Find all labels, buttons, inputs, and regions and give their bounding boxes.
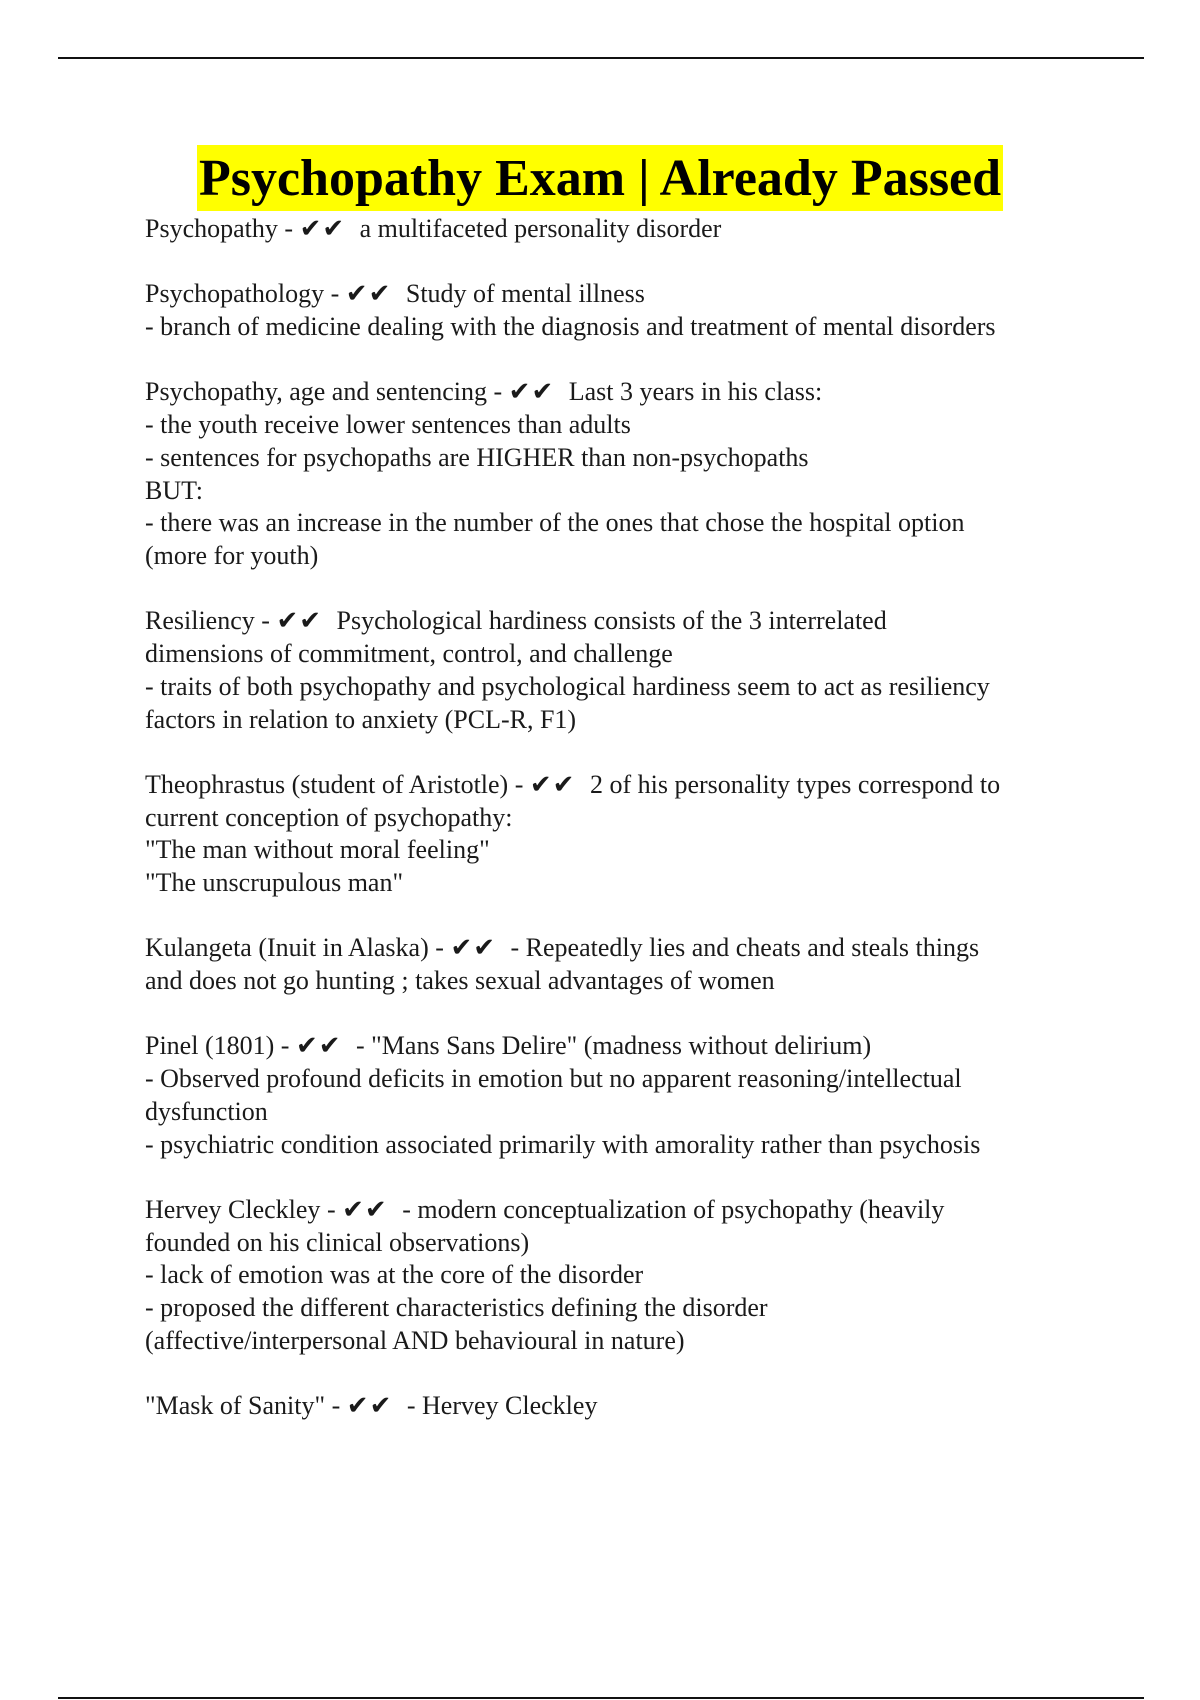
entry-line: - Observed profound deficits in emotion but no apparent reasoning/intellectual [145, 1064, 962, 1094]
entry-line: founded on his clinical observations) [145, 1227, 530, 1257]
entry-line: BUT: [145, 475, 203, 505]
checkmark-icon: ✔✔ [508, 377, 555, 407]
entry-term: Resiliency [145, 606, 255, 636]
entry-term: Psychopathy, age and sentencing [145, 377, 487, 407]
checkmark-icon: ✔✔ [450, 933, 497, 963]
entry-definition: - Repeatedly lies and cheats and steals things [510, 933, 980, 963]
entry-line: - the youth receive lower sentences than adults [145, 410, 631, 440]
page-title: Psychopathy Exam | Already Passed [197, 145, 1003, 211]
entry-line: dysfunction [145, 1096, 268, 1126]
entry-line: - traits of both psychopathy and psychological hardiness seem to act as resiliency [145, 671, 990, 701]
top-rule [58, 57, 1144, 59]
entry-term: "Mask of Sanity" [145, 1391, 326, 1421]
checkmark-icon: ✔✔ [342, 1194, 388, 1224]
entry-line: - lack of emotion was at the core of the disorder [145, 1260, 644, 1290]
entry-term: Kulangeta (Inuit in Alaska) [145, 933, 429, 963]
entry-definition: a multifaceted personality disorder [359, 214, 722, 243]
entry-line: - there was an increase in the number of the ones that chose the hospital option [145, 508, 965, 538]
checkmark-icon: ✔✔ [346, 1391, 393, 1421]
entry-definition: Psychological hardiness consists of the 3 interrelated [336, 606, 887, 636]
entry: Psychopathy - ✔✔ a multifaceted personality disorder [145, 214, 722, 243]
entry-definition: - "Mans Sans Delire" (madness without delirium) [356, 1031, 872, 1061]
entry-line: - psychiatric condition associated primarily with amorality rather than psychosis [145, 1129, 981, 1159]
entry-line: "The unscrupulous man" [145, 868, 404, 897]
entry-term: Hervey Cleckley [145, 1194, 321, 1224]
entry-line: (more for youth) [145, 541, 319, 570]
entry: Psychopathy, age and sentencing - ✔✔ Last 3 years in his class: - the youth receive lower sentences than adults - sentences for psychopaths are HIGHER than non-psychopaths BUT: - there was an increase in the number of the ones that chose the hospital option (more for youth) [145, 376, 1105, 572]
checkmark-icon: ✔✔ [345, 279, 392, 309]
entry-list [145, 213, 1105, 1423]
entry: "Mask of Sanity" - ✔✔ - Hervey Cleckley [145, 1391, 598, 1421]
entry-line: current conception of psychopathy: [145, 802, 513, 832]
document-page [145, 145, 1105, 1456]
entry-definition: - modern conceptualization of psychopathy (heavily [402, 1194, 945, 1224]
entry: Hervey Cleckley - ✔✔ - modern conceptualization of psychopathy (heavily founded on his clinical observations) - lack of emotion was at the core of the disorder - proposed the different characteristics defining the disorder (affective/interpersonal AND behavioural in nature) [145, 1194, 1105, 1358]
entry-definition: Last 3 years in his class: [568, 377, 823, 407]
entry-line: - branch of medicine dealing with the diagnosis and treatment of mental disorders [145, 312, 996, 342]
entry-term: Psychopathology [145, 279, 325, 309]
checkmark-icon: ✔✔ [299, 214, 346, 243]
entry-line: (affective/interpersonal AND behavioural in nature) [145, 1325, 685, 1355]
entry-line: - proposed the different characteristics defining the disorder [145, 1293, 768, 1323]
entry-definition: 2 of his personality types correspond to [589, 769, 1001, 799]
entry: Theophrastus (student of Aristotle) - ✔✔ 2 of his personality types correspond to current conception of psychopathy: "The man without moral feeling" "The unscrupulous man" [145, 769, 1105, 900]
entry-line: - sentences for psychopaths are HIGHER than non-psychopaths [145, 442, 809, 472]
entry-term: Psychopathy [145, 214, 278, 243]
checkmark-icon: ✔✔ [276, 606, 323, 636]
title-wrap [0, 145, 1200, 213]
entry-line: dimensions of commitment, control, and challenge [145, 639, 673, 669]
entry: Psychopathology - ✔✔ Study of mental illness - branch of medicine dealing with the diagnosis and treatment of mental disorders [145, 278, 1105, 343]
entry-definition: - Hervey Cleckley [406, 1391, 598, 1421]
entry-definition: Study of mental illness [405, 279, 645, 309]
entry-term: Theophrastus (student of Aristotle) [145, 769, 509, 799]
entry-line: and does not go hunting ; takes sexual advantages of women [145, 966, 775, 996]
entry: Pinel (1801) - ✔✔ - "Mans Sans Delire" (madness without delirium) - Observed profound deficits in emotion but no apparent reasoning/intellectual dysfunction - psychiatric condition associated primarily with amorality rather than psychosis [145, 1030, 1105, 1161]
checkmark-icon: ✔✔ [529, 769, 576, 799]
bottom-rule [58, 1697, 1144, 1699]
entry: Resiliency - ✔✔ Psychological hardiness consists of the 3 interrelated dimensions of commitment, control, and challenge - traits of both psychopathy and psychological hardiness seem to act as resiliency factors in relation to anxiety (PCL-R, F1) [145, 605, 1105, 736]
entry: Kulangeta (Inuit in Alaska) - ✔✔ - Repeatedly lies and cheats and steals things and does not go hunting ; takes sexual advantages of women [145, 932, 1105, 997]
checkmark-icon: ✔✔ [295, 1031, 342, 1061]
entry-line: factors in relation to anxiety (PCL-R, F1) [145, 704, 577, 734]
entry-line: "The man without moral feeling" [145, 835, 490, 865]
entry-term: Pinel (1801) [145, 1031, 275, 1061]
